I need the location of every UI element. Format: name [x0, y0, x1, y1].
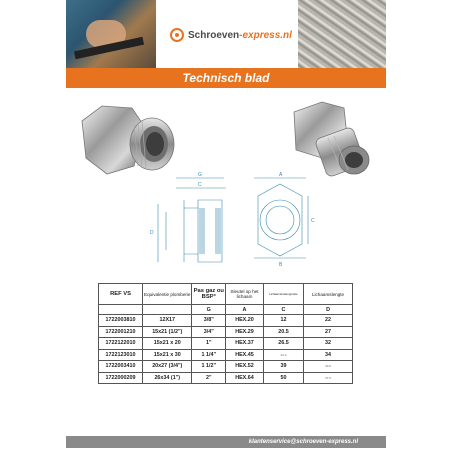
table-cell: 12X17	[143, 315, 192, 327]
table-cell: 1 1/2"	[192, 361, 226, 373]
table-cell: HEX.20	[226, 315, 264, 327]
table-cell: 37.5	[304, 372, 353, 384]
table-cell: 15x21 x 30	[143, 349, 192, 361]
tools-photo	[66, 0, 156, 68]
table-row	[99, 361, 353, 373]
table-cell: 22	[304, 315, 353, 327]
table-cell: 1722003810	[99, 315, 143, 327]
subheader: C	[263, 305, 303, 315]
table-cell: 34	[304, 349, 353, 361]
label-b: B	[279, 262, 283, 268]
table-cell: 1"	[192, 338, 226, 350]
table-row	[99, 349, 353, 361]
table-cell: 3/4"	[192, 326, 226, 338]
table-cell: 50	[263, 372, 303, 384]
table-cell: 27	[304, 326, 353, 338]
table-cell: 32	[304, 338, 353, 350]
table-cell: 34.0	[263, 349, 303, 361]
footer-email[interactable]: klantenservice@schroeven-express.nl	[248, 439, 358, 445]
brand-logo[interactable]	[170, 24, 298, 46]
label-g: G	[198, 172, 202, 178]
table-cell: HEX.52	[226, 361, 264, 373]
subheader: G	[192, 305, 226, 315]
table-row	[99, 315, 353, 327]
col-header-key: Sleutel op het lichaam	[226, 284, 264, 305]
footer-bar	[66, 436, 386, 448]
subheader	[99, 305, 143, 315]
table-cell: 12	[263, 315, 303, 327]
logo-icon	[170, 28, 184, 42]
label-c-right: C	[311, 218, 315, 224]
col-header-thread: Pas gaz ou BSP°	[192, 284, 226, 305]
label-c-left: C	[198, 182, 202, 188]
table-cell: 26x34 (1")	[143, 372, 192, 384]
screws-photo	[298, 0, 386, 68]
table-cell: 39	[263, 361, 303, 373]
table-cell: HEX.45	[226, 349, 264, 361]
table-row	[99, 338, 353, 350]
col-header-outer-size: Lichaamsbuitengrootte	[263, 284, 303, 305]
brand-name: Schroeven-express.nl	[188, 29, 292, 41]
table-cell: 20x27 (3/4")	[143, 361, 192, 373]
section-hatch	[199, 208, 221, 254]
table-cell: 15x21 (1/2")	[143, 326, 192, 338]
table-cell: 40.0	[304, 361, 353, 373]
table-cell: HEX.29	[226, 326, 264, 338]
col-header-equivalence: Equivalentie plomberie	[143, 284, 192, 305]
page-title: Technisch blad	[182, 71, 270, 85]
table-cell: 26.5	[263, 338, 303, 350]
table-cell: 1722123010	[99, 349, 143, 361]
table-cell: HEX.64	[226, 372, 264, 384]
spec-table	[98, 283, 353, 384]
title-bar	[66, 68, 386, 88]
table-cell: 1 1/4"	[192, 349, 226, 361]
table-cell: 1722001210	[99, 326, 143, 338]
label-d: D	[150, 230, 154, 236]
table-row	[99, 372, 353, 384]
front-view	[254, 178, 308, 258]
subheader: D	[304, 305, 353, 315]
table-cell: HEX.37	[226, 338, 264, 350]
label-a: A	[279, 172, 283, 178]
table-cell: 20.5	[263, 326, 303, 338]
table-cell: 1722000209	[99, 372, 143, 384]
col-header-ref: REF VS	[99, 284, 143, 305]
table-cell: 3/8"	[192, 315, 226, 327]
table-cell: 2"	[192, 372, 226, 384]
subheader	[143, 305, 192, 315]
table-cell: 15x21 x 20	[143, 338, 192, 350]
header-banner	[66, 0, 386, 68]
table-cell: 1722122010	[99, 338, 143, 350]
col-header-length: Lichaamslengte	[304, 284, 353, 305]
subheader: A	[226, 305, 264, 315]
technical-sheet	[66, 0, 386, 452]
table-cell: 1722003410	[99, 361, 143, 373]
table-row	[99, 326, 353, 338]
technical-drawing	[146, 170, 316, 275]
